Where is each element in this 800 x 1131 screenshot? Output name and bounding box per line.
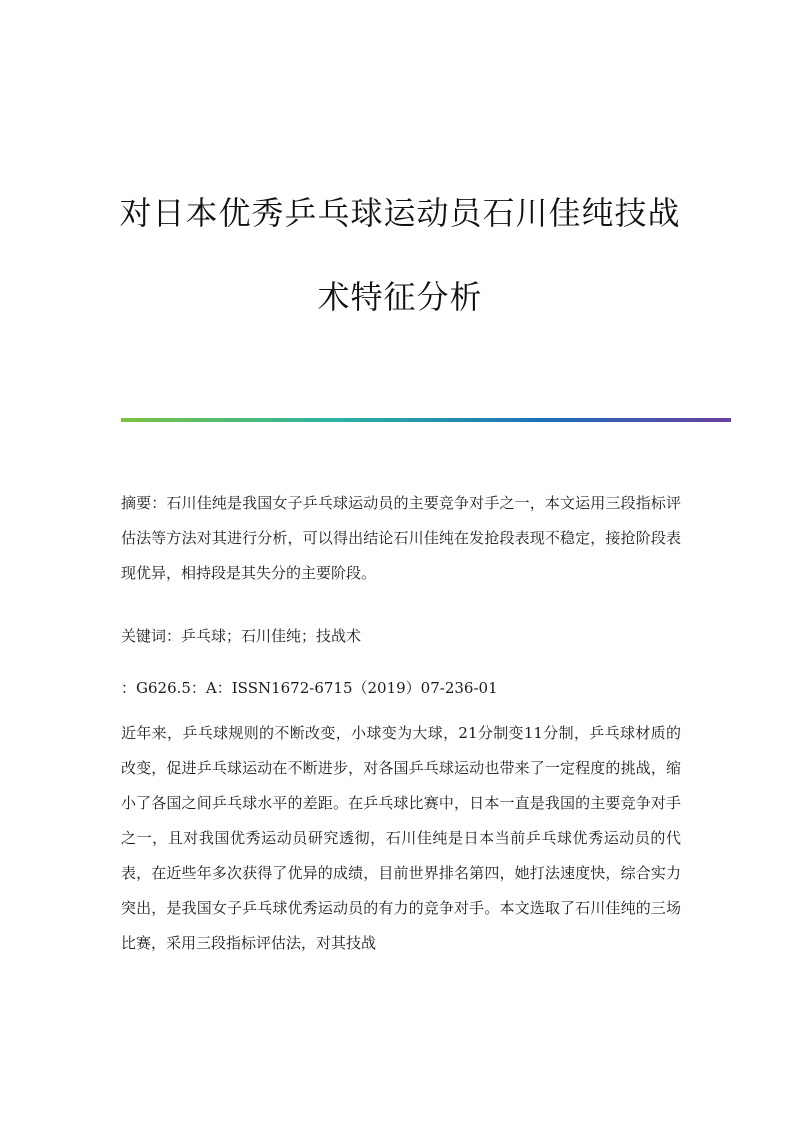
keywords-label: 关键词： (121, 627, 182, 645)
abstract-paragraph (121, 486, 681, 591)
keywords-paragraph (121, 619, 681, 654)
title-divider (121, 418, 731, 422)
title-line-1: 对日本优秀乒乓球运动员石川佳纯技战 (119, 194, 681, 232)
classification-line: ：G626.5：A：ISSN1672-6715（2019）07-236-01 (121, 679, 498, 697)
keywords-text: 乒乓球；石川佳纯；技战术 (181, 627, 362, 645)
title-line-2: 术特征分析 (317, 278, 483, 316)
abstract-label: 摘要： (121, 494, 167, 512)
abstract-text: 石川佳纯是我国女子乒乓球运动员的主要竞争对手之一，本文运用三段指标评估法等方法对其进行分析，可以得出结论石川佳纯在发抢段表现不稳定，接抢阶段表现优异，相持段是其失分的主要阶段。 (121, 494, 681, 582)
body-paragraph: 近年来，乒乓球规则的不断改变，小球变为大球，21分制变11分制，乒乓球材质的改变，促进乒乓球运动在不断进步，对各国乒乓球运动也带来了一定程度的挑战，缩小了各国之间乒乓球水平的差距。在乒乓球比赛中，日本一直是我国的主要竞争对手之一，且对我国优秀运动员研究透彻，石川佳纯是日本当前乒乓球优秀运动员的代表，在近些年多次获得了优异的成绩，目前世界排名第四，她打法速度快，综合实力突出，是我国女子乒乓球优秀运动员的有力的竞争对手。本文选取了石川佳纯的三场比赛，采用三段指标评估法，对其技战 (121, 724, 681, 952)
